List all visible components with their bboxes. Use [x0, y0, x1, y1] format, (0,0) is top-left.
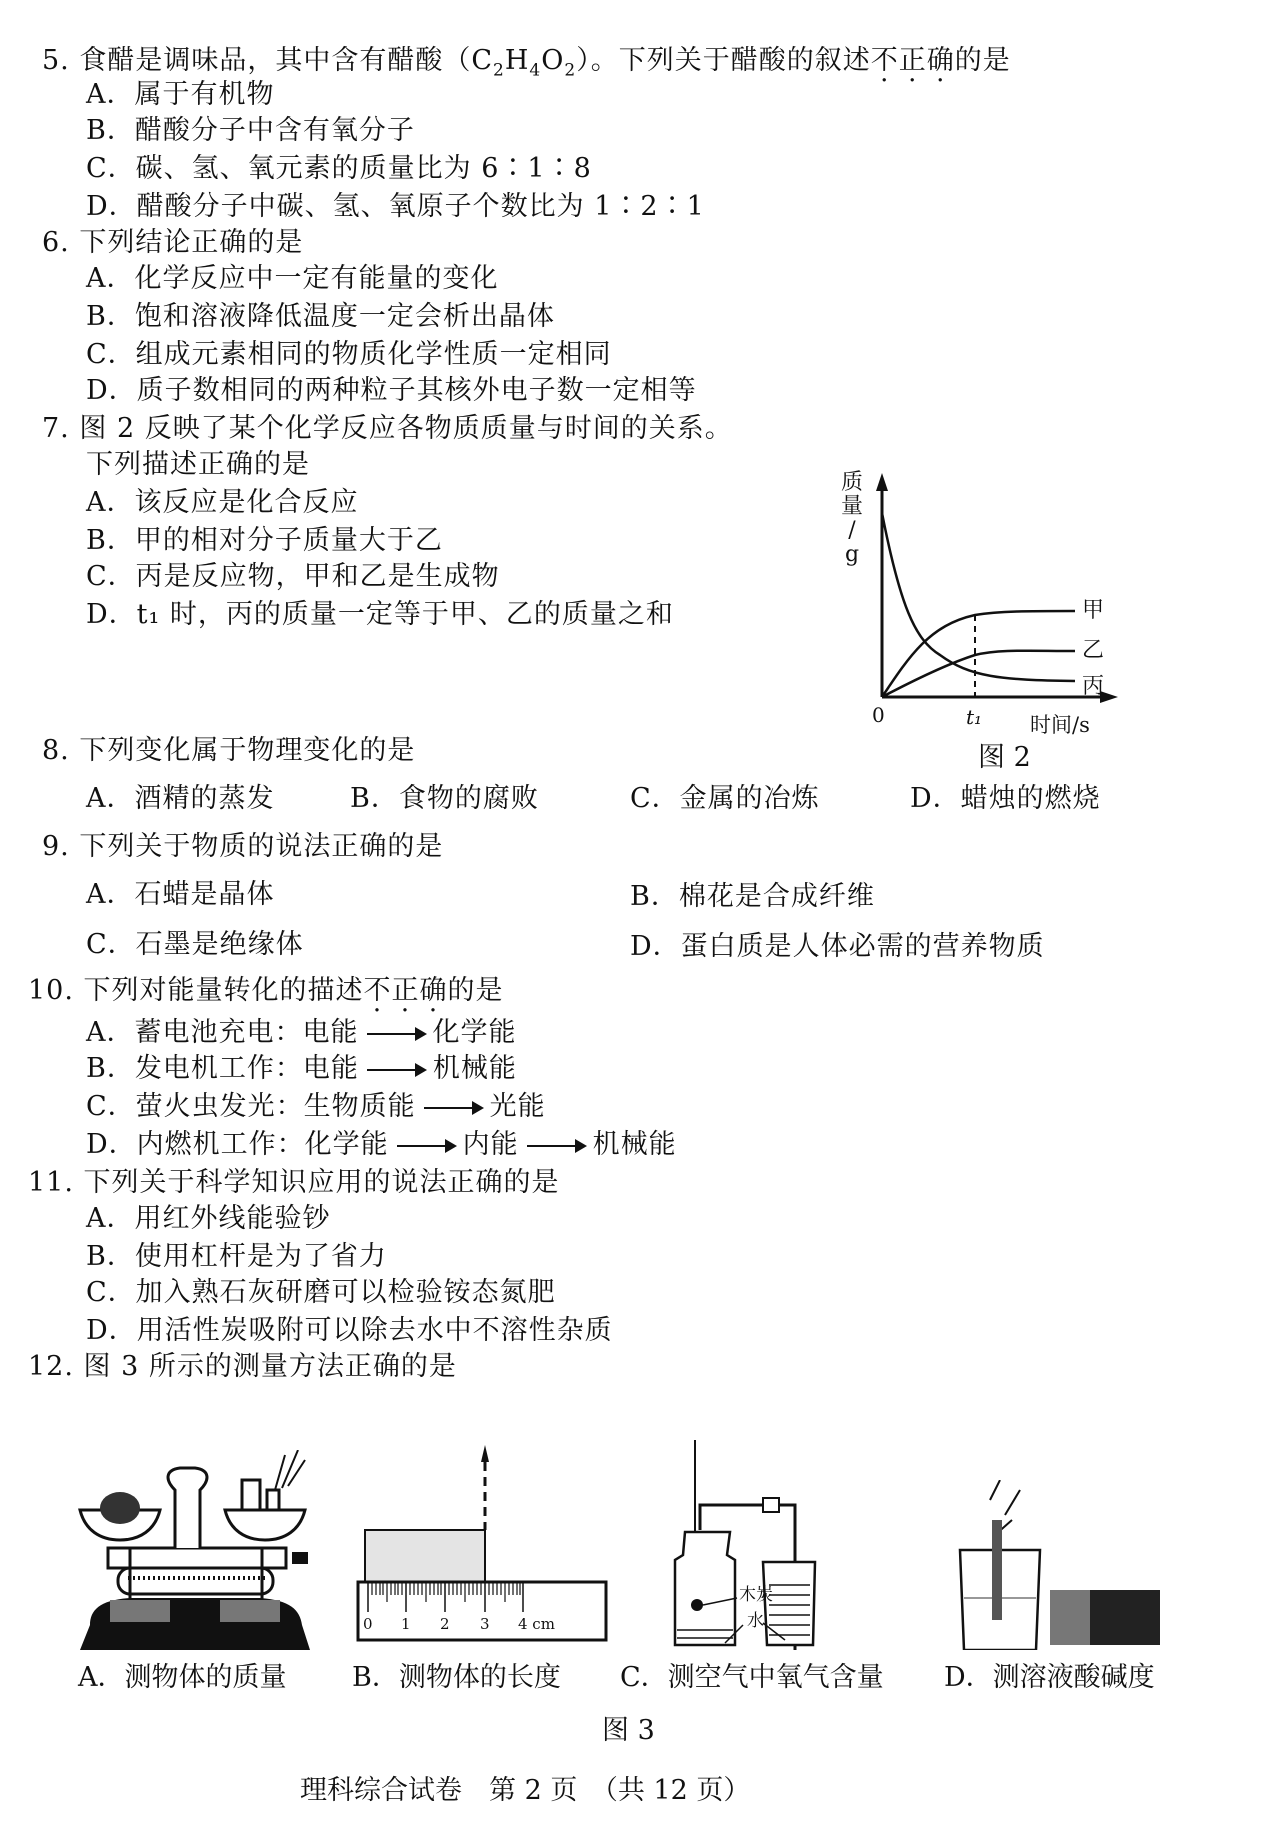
figure-2-mass-time-graph: [830, 465, 1130, 765]
q9-stem: 9. 下列关于物质的说法正确的是: [42, 831, 444, 862]
q10-option-a: A．蓄电池充电：电能 化学能: [86, 1017, 517, 1048]
q11-option-a: A．用红外线能验钞: [86, 1203, 331, 1234]
q7-stem-line2: 下列描述正确的是: [86, 449, 310, 480]
series-label-yi: 乙: [1082, 638, 1105, 663]
oxygen-apparatus-illustration: [655, 1440, 905, 1650]
emphasis-char: 正: [898, 45, 927, 76]
arrow-right-icon: [397, 1145, 455, 1147]
emphasis-char: 不: [870, 45, 899, 76]
emphasis-char: 正: [391, 975, 420, 1006]
q5-stem: 5. 食醋是调味品，其中含有醋酸$(C_2H_4O_2)$。下列关于醋酸的叙述不正确的是: [42, 45, 1011, 81]
ruler-tick-2: 2: [440, 1615, 450, 1633]
arrow-right-icon: [367, 1033, 425, 1035]
y-axis-label: 质 量 / g: [840, 470, 863, 567]
q8-option-d: D．蜡烛的燃烧: [910, 783, 1101, 814]
ruler-tick-1: 1: [401, 1615, 411, 1633]
ruler-tick-0: 0: [363, 1615, 373, 1633]
q8-stem: 8. 下列变化属于物理变化的是: [42, 735, 416, 766]
figure-3d-ph-test: [950, 1480, 1170, 1650]
q6-option-b: B．饱和溶液降低温度一定会析出晶体: [86, 301, 555, 332]
q12-caption-c: C．测空气中氧气含量: [620, 1662, 884, 1693]
series-label-bing: 丙: [1082, 674, 1105, 699]
q6-stem: 6. 下列结论正确的是: [42, 227, 304, 258]
q9-option-b: B．棉花是合成纤维: [630, 881, 875, 912]
q7-option-c: C．丙是反应物，甲和乙是生成物: [86, 561, 500, 592]
figure-3a-balance: [70, 1450, 320, 1650]
q5-option-c: C．碳、氢、氧元素的质量比为 6∶1∶8: [86, 153, 592, 184]
q7-option-b: B．甲的相对分子质量大于乙: [86, 525, 443, 556]
q8-option-a: A．酒精的蒸发: [86, 783, 275, 814]
q11-option-d: D．用活性炭吸附可以除去水中不溶性杂质: [86, 1315, 613, 1346]
q6-option-d: D．质子数相同的两种粒子其核外电子数一定相等: [86, 375, 697, 406]
arrow-right-icon: [527, 1145, 585, 1147]
q10-option-b: B．发电机工作：电能 机械能: [86, 1053, 517, 1084]
x-axis-label: 时间/s: [1030, 713, 1090, 737]
q5-option-a: A．属于有机物: [86, 79, 275, 110]
figure-3-title: 图 3: [602, 1715, 655, 1746]
page-footer: 理科综合试卷 第 2 页 （共 12 页）: [300, 1775, 751, 1806]
q11-option-b: B．使用杠杆是为了省力: [86, 1241, 387, 1272]
q6-option-c: C．组成元素相同的物质化学性质一定相同: [86, 339, 612, 370]
figure-2-title: 图 2: [978, 742, 1031, 773]
ruler-tick-3: 3: [480, 1615, 490, 1633]
q12-caption-b: B．测物体的长度: [352, 1662, 561, 1693]
q5-option-b: B．醋酸分子中含有氧分子: [86, 115, 415, 146]
q6-option-a: A．化学反应中一定有能量的变化: [86, 263, 499, 294]
series-label-jia: 甲: [1082, 598, 1105, 623]
q8-option-c: C．金属的冶炼: [630, 783, 820, 814]
arrow-right-icon: [424, 1107, 482, 1109]
q10-option-d: D．内燃机工作：化学能 内能 机械能: [86, 1129, 677, 1160]
q7-option-d: D．t₁ 时，丙的质量一定等于甲、乙的质量之和: [86, 599, 674, 630]
q9-option-c: C．石墨是绝缘体: [86, 929, 304, 960]
balance-illustration: [70, 1450, 320, 1650]
t1-label: t₁: [966, 705, 983, 729]
q9-option-a: A．石蜡是晶体: [86, 879, 275, 910]
q8-option-b: B．食物的腐败: [350, 783, 539, 814]
label-water: 水: [747, 1611, 764, 1631]
figure-3b-ruler: [350, 1440, 610, 1650]
origin-label: 0: [872, 703, 885, 727]
ruler-tick-4: 4 cm: [518, 1615, 555, 1633]
q11-option-c: C．加入熟石灰研磨可以检验铵态氮肥: [86, 1277, 556, 1308]
emphasis-char: 确: [419, 975, 448, 1006]
q10-stem: 10. 下列对能量转化的描述不正确的是: [28, 975, 504, 1006]
ph-test-illustration: [950, 1480, 1170, 1650]
emphasis-char: 确: [926, 45, 955, 76]
q12-caption-d: D．测溶液酸碱度: [944, 1662, 1155, 1693]
q7-option-a: A．该反应是化合反应: [86, 487, 359, 518]
q11-stem: 11. 下列关于科学知识应用的说法正确的是: [28, 1167, 560, 1198]
arrow-right-icon: [367, 1069, 425, 1071]
figure-3c-oxygen-apparatus: [655, 1440, 905, 1650]
q5-option-d: D．醋酸分子中碳、氢、氧原子个数比为 1∶2∶1: [86, 191, 705, 222]
q7-stem: 7. 图 2 反映了某个化学反应各物质质量与时间的关系。: [42, 413, 733, 444]
q12-caption-a: A．测物体的质量: [78, 1662, 287, 1693]
q9-option-d: D．蛋白质是人体必需的营养物质: [630, 931, 1045, 962]
label-charcoal: 木炭: [739, 1585, 773, 1605]
q10-option-c: C．萤火虫发光：生物质能 光能: [86, 1091, 546, 1122]
q12-stem: 12. 图 3 所示的测量方法正确的是: [28, 1351, 457, 1382]
emphasis-char: 不: [363, 975, 392, 1006]
